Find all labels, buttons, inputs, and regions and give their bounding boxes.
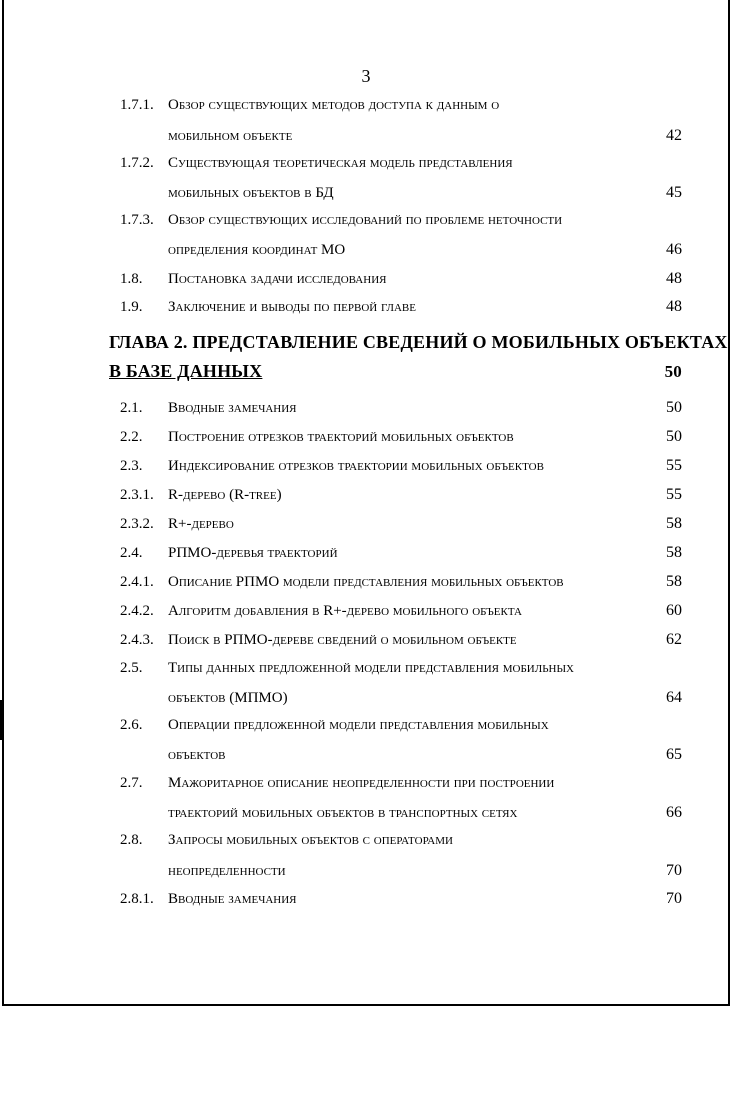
toc-entry-title: Операции предложенной модели представления мобильных: [168, 717, 549, 733]
toc-entry-2-5: [120, 660, 574, 677]
toc-entry-2-8-1: [120, 890, 682, 908]
toc-entry-number: 2.6.: [120, 717, 143, 733]
toc-entry-title: Вводные замечания: [168, 891, 297, 907]
toc-entry-number: 2.3.2.: [120, 516, 154, 532]
toc-entry-title-cont: объектов: [168, 747, 226, 763]
toc-chapter-2-cont: [109, 361, 682, 382]
toc-entry-title: Описание РПМО модели представления мобильных объектов: [168, 574, 564, 590]
toc-entry-title: Существующая теоретическая модель представления: [168, 155, 513, 171]
toc-entry-2-8-cont: [168, 862, 682, 880]
toc-chapter-2: [109, 332, 728, 353]
toc-entry-title: Постановка задачи исследования: [168, 271, 387, 287]
toc-entry-2-7-cont: [168, 804, 682, 822]
toc-entry-1-9: [120, 298, 682, 316]
toc-entry-title: Заключение и выводы по первой главе: [168, 299, 416, 315]
toc-page: 46: [666, 241, 682, 258]
toc-page: 50: [666, 428, 682, 445]
toc-entry-1-7-3-cont: [168, 241, 682, 259]
toc-entry-number: 1.8.: [120, 271, 143, 287]
toc-entry-2-4: [120, 544, 682, 562]
toc-page: 58: [666, 573, 682, 590]
toc-entry-1-8: [120, 270, 682, 288]
toc-entry-title-cont: неопределенности: [168, 863, 286, 879]
toc-entry-2-1: [120, 399, 682, 417]
toc-entry-1-7-1: [120, 97, 499, 114]
toc-page: 58: [666, 515, 682, 532]
toc-entry-number: 2.8.: [120, 832, 143, 848]
chapter-title-cont: В БАЗЕ ДАННЫХ: [109, 361, 263, 381]
toc-entry-number: 2.8.1.: [120, 891, 154, 907]
toc-entry-title-cont: траекторий мобильных объектов в транспортных сетях: [168, 805, 518, 821]
toc-entry-number: 2.4.2.: [120, 603, 154, 619]
toc-page: 50: [666, 399, 682, 416]
toc-entry-number: 2.2.: [120, 429, 143, 445]
toc-entry-2-2: [120, 428, 682, 446]
toc-page: 64: [666, 689, 682, 706]
toc-entry-1-7-2-cont: [168, 184, 682, 202]
toc-entry-title: РПМО-деревья траекторий: [168, 545, 338, 561]
toc-entry-title-cont: объектов (МПМО): [168, 690, 288, 706]
toc-page: 48: [666, 270, 682, 287]
toc-entry-title: Запросы мобильных объектов с операторами: [168, 832, 453, 848]
toc-entry-title: Построение отрезков траекторий мобильных объектов: [168, 429, 514, 445]
toc-page: 70: [666, 862, 682, 879]
toc-page: 45: [666, 184, 682, 201]
toc-entry-number: 1.7.3.: [120, 212, 154, 228]
toc-entry-number: 2.4.: [120, 545, 143, 561]
toc-entry-number: 1.7.2.: [120, 155, 154, 171]
toc-entry-number: 2.3.1.: [120, 487, 154, 503]
toc-entry-1-7-1-cont: [168, 127, 682, 145]
toc-entry-number: 2.3.: [120, 458, 143, 474]
toc-entry-number: 1.7.1.: [120, 97, 154, 113]
toc-page: 58: [666, 544, 682, 561]
toc-entry-title-cont: мобильном объекте: [168, 128, 293, 144]
chapter-title: ГЛАВА 2. ПРЕДСТАВЛЕНИЕ СВЕДЕНИЙ О МОБИЛЬНЫХ ОБЪЕКТАХ: [109, 332, 728, 352]
toc-entry-2-7: [120, 775, 554, 792]
toc-entry-title: Алгоритм добавления в R+-дерево мобильного объекта: [168, 603, 522, 619]
toc-entry-title-cont: мобильных объектов в БД: [168, 185, 334, 201]
toc-entry-2-5-cont: [168, 689, 682, 707]
page-number: 3: [361, 66, 371, 86]
toc-entry-number: 1.9.: [120, 299, 143, 315]
toc-entry-2-6-cont: [168, 746, 682, 764]
toc-entry-number: 2.4.1.: [120, 574, 154, 590]
toc-page: 48: [666, 298, 682, 315]
toc-entry-title: Индексирование отрезков траектории мобильных объектов: [168, 458, 544, 474]
toc-entry-1-7-3: [120, 212, 562, 229]
toc-page: 66: [666, 804, 682, 821]
document-page: [2, 0, 730, 1006]
toc-entry-title-cont: определения координат МО: [168, 242, 346, 258]
toc-entry-title: Обзор существующих методов доступа к данным о: [168, 97, 500, 113]
toc-entry-title: R+-дерево: [168, 516, 234, 532]
toc-entry-2-4-3: [120, 631, 682, 649]
toc-page: 65: [666, 746, 682, 763]
toc-entry-title: R-дерево (R-tree): [168, 487, 282, 503]
toc-entry-2-6: [120, 717, 549, 734]
toc-entry-2-8: [120, 832, 453, 849]
toc-entry-1-7-2: [120, 155, 513, 172]
toc-page: 42: [666, 127, 682, 144]
toc-entry-number: 2.1.: [120, 400, 143, 416]
toc-entry-number: 2.4.3.: [120, 632, 154, 648]
toc-entry-2-3-2: [120, 515, 682, 533]
toc-page: 55: [666, 486, 682, 503]
toc-entry-title: Обзор существующих исследований по проблеме неточности: [168, 212, 563, 228]
toc-entry-number: 2.7.: [120, 775, 143, 791]
toc-entry-number: 2.5.: [120, 660, 143, 676]
toc-entry-title: Вводные замечания: [168, 400, 297, 416]
toc-entry-title: Типы данных предложенной модели представления мобильных: [168, 660, 574, 676]
toc-entry-2-3-1: [120, 486, 682, 504]
toc-page: 70: [666, 890, 682, 907]
toc-entry-title: Поиск в РПМО-дереве сведений о мобильном объекте: [168, 632, 517, 648]
toc-page: 55: [666, 457, 682, 474]
toc-entry-2-3: [120, 457, 682, 475]
toc-page: 50: [664, 362, 682, 381]
toc-page: 60: [666, 602, 682, 619]
toc-entry-title: Мажоритарное описание неопределенности при построении: [168, 775, 555, 791]
toc-page: 62: [666, 631, 682, 648]
scan-margin-mark: [0, 700, 3, 740]
toc-entry-2-4-2: [120, 602, 682, 620]
toc-entry-2-4-1: [120, 573, 682, 591]
